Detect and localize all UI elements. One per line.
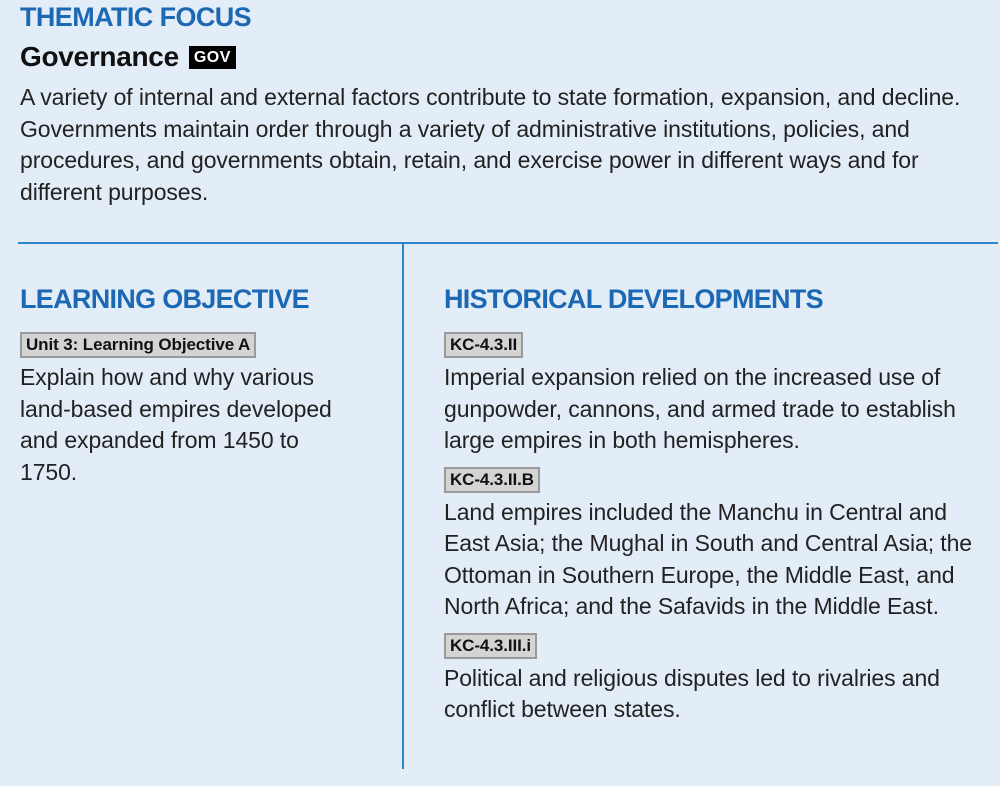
development-tag: KC-4.3.III.i xyxy=(444,633,537,659)
development-text: Political and religious disputes led to rivalries and conflict between states. xyxy=(444,664,940,722)
theme-row xyxy=(20,40,990,74)
learning-objective-heading: LEARNING OBJECTIVE xyxy=(20,284,309,314)
theme-name: Governance xyxy=(20,41,179,72)
development-tag: KC-4.3.II.B xyxy=(444,467,540,493)
development-item xyxy=(444,633,994,726)
theme-description: A variety of internal and external factors contribute to state formation, expansion, and decline. Governments maintain order through a variety of administrative institutions, policies, and procedures, and governments obtain, retain, and exercise power in different ways and for different purposes. xyxy=(20,84,961,205)
horizontal-divider xyxy=(18,242,998,244)
learning-objective-tag: Unit 3: Learning Objective A xyxy=(20,332,256,358)
historical-developments-column xyxy=(444,282,994,736)
thematic-focus-section xyxy=(20,0,990,208)
vertical-divider xyxy=(402,243,404,769)
theme-badge: GOV xyxy=(189,46,236,69)
development-text: Imperial expansion relied on the increased use of gunpowder, cannons, and armed trade to establish large empires in both hemispheres. xyxy=(444,364,956,453)
learning-objective-text: Explain how and why various land-based empires developed and expanded from 1450 to 1750. xyxy=(20,364,332,485)
development-tag: KC-4.3.II xyxy=(444,332,523,358)
development-item xyxy=(444,467,994,623)
development-item xyxy=(444,332,994,457)
development-text: Land empires included the Manchu in Central and East Asia; the Mughal in South and Central Asia; the Ottoman in Southern Europe, the Middle East, and North Africa; and the Safavids in the Middle East. xyxy=(444,498,972,619)
thematic-focus-heading: THEMATIC FOCUS xyxy=(20,2,252,32)
historical-developments-heading: HISTORICAL DEVELOPMENTS xyxy=(444,284,823,314)
learning-objective-column xyxy=(20,282,390,488)
